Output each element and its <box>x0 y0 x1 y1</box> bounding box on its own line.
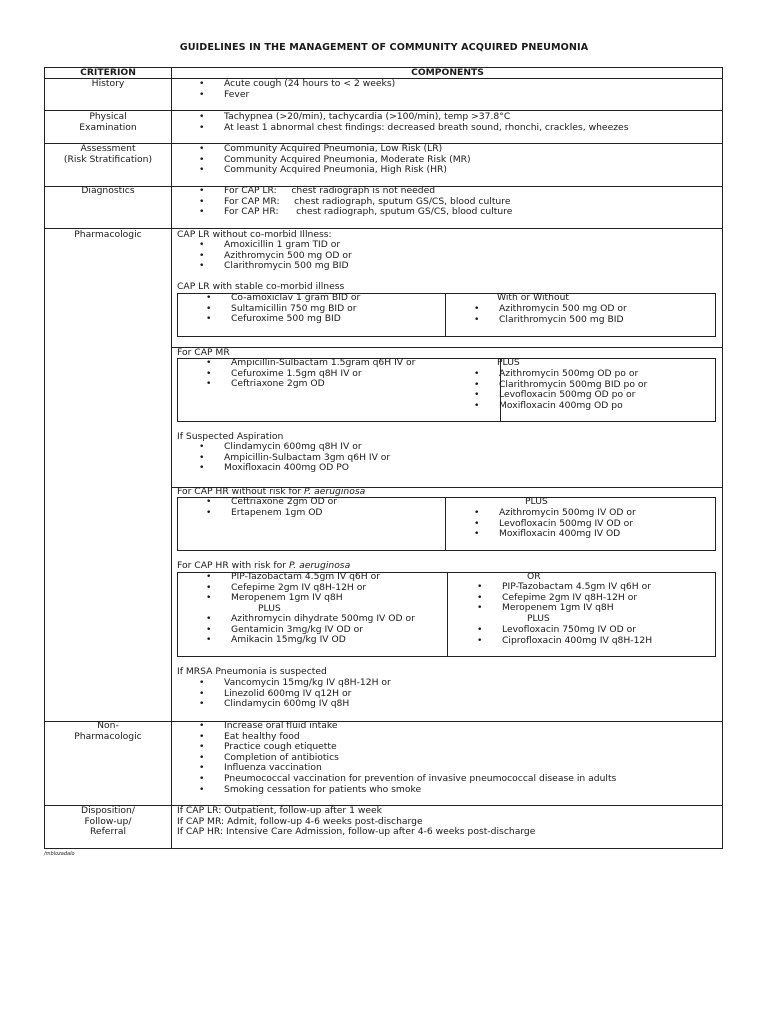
mr-heading: For CAP MR <box>177 347 230 358</box>
nonpharm-label: Non- Pharmacologic <box>74 720 142 742</box>
box-divider <box>447 572 448 657</box>
mrsa-heading: If MRSA Pneumonia is suspected <box>177 666 327 677</box>
row-divider <box>44 228 723 229</box>
list-item: If CAP LR: Outpatient, follow-up after 1 week <box>177 805 382 816</box>
list-item: If CAP MR: Admit, follow-up 4-6 weeks post-discharge <box>177 815 423 827</box>
page-title: GUIDELINES IN THE MANAGEMENT OF COMMUNITY ACQUIRED PNEUMONIA <box>179 42 589 53</box>
aspiration-heading: If Suspected Aspiration <box>177 431 284 442</box>
diagnostics-label: Diagnostics <box>81 185 135 196</box>
mr-right-heading: PLUS <box>497 357 520 368</box>
hr-risk-heading: For CAP HR with risk for P. aeruginosa <box>177 560 351 571</box>
disposition-label: Disposition/ Follow-up/ Referral <box>81 805 135 838</box>
physical-label: Physical Examination <box>79 111 137 133</box>
criterion-header: CRITERION <box>80 67 136 78</box>
lr-no-comorbid-heading: CAP LR without co-morbid Illness: <box>177 229 332 240</box>
subsection-divider <box>171 347 723 348</box>
author-footnote: /mblozadalo <box>44 851 75 857</box>
lr-comorbid-right-heading: With or Without <box>497 292 570 303</box>
history-label: History <box>91 78 125 89</box>
disposition-list <box>177 806 535 838</box>
hr-risk-right-or: OR <box>527 571 541 582</box>
lr-comorbid-heading: CAP LR with stable co-morbid illness <box>177 281 345 292</box>
hr-risk-left-plus: PLUS <box>258 603 281 614</box>
hr-no-risk-heading: For CAP HR without risk for P. aeruginosa <box>177 486 366 497</box>
list-item: If CAP HR: Intensive Care Admission, follow-up after 4-6 weeks post-discharge <box>177 826 536 838</box>
components-header: COMPONENTS <box>411 67 484 78</box>
hr-no-risk-right-heading: PLUS <box>525 496 548 507</box>
hr-risk-right-plus: PLUS <box>527 613 550 624</box>
assessment-label: Assessment (Risk Stratification) <box>63 143 153 165</box>
pharmacologic-label: Pharmacologic <box>74 229 142 240</box>
box-divider <box>445 497 446 551</box>
box-divider <box>445 293 446 337</box>
